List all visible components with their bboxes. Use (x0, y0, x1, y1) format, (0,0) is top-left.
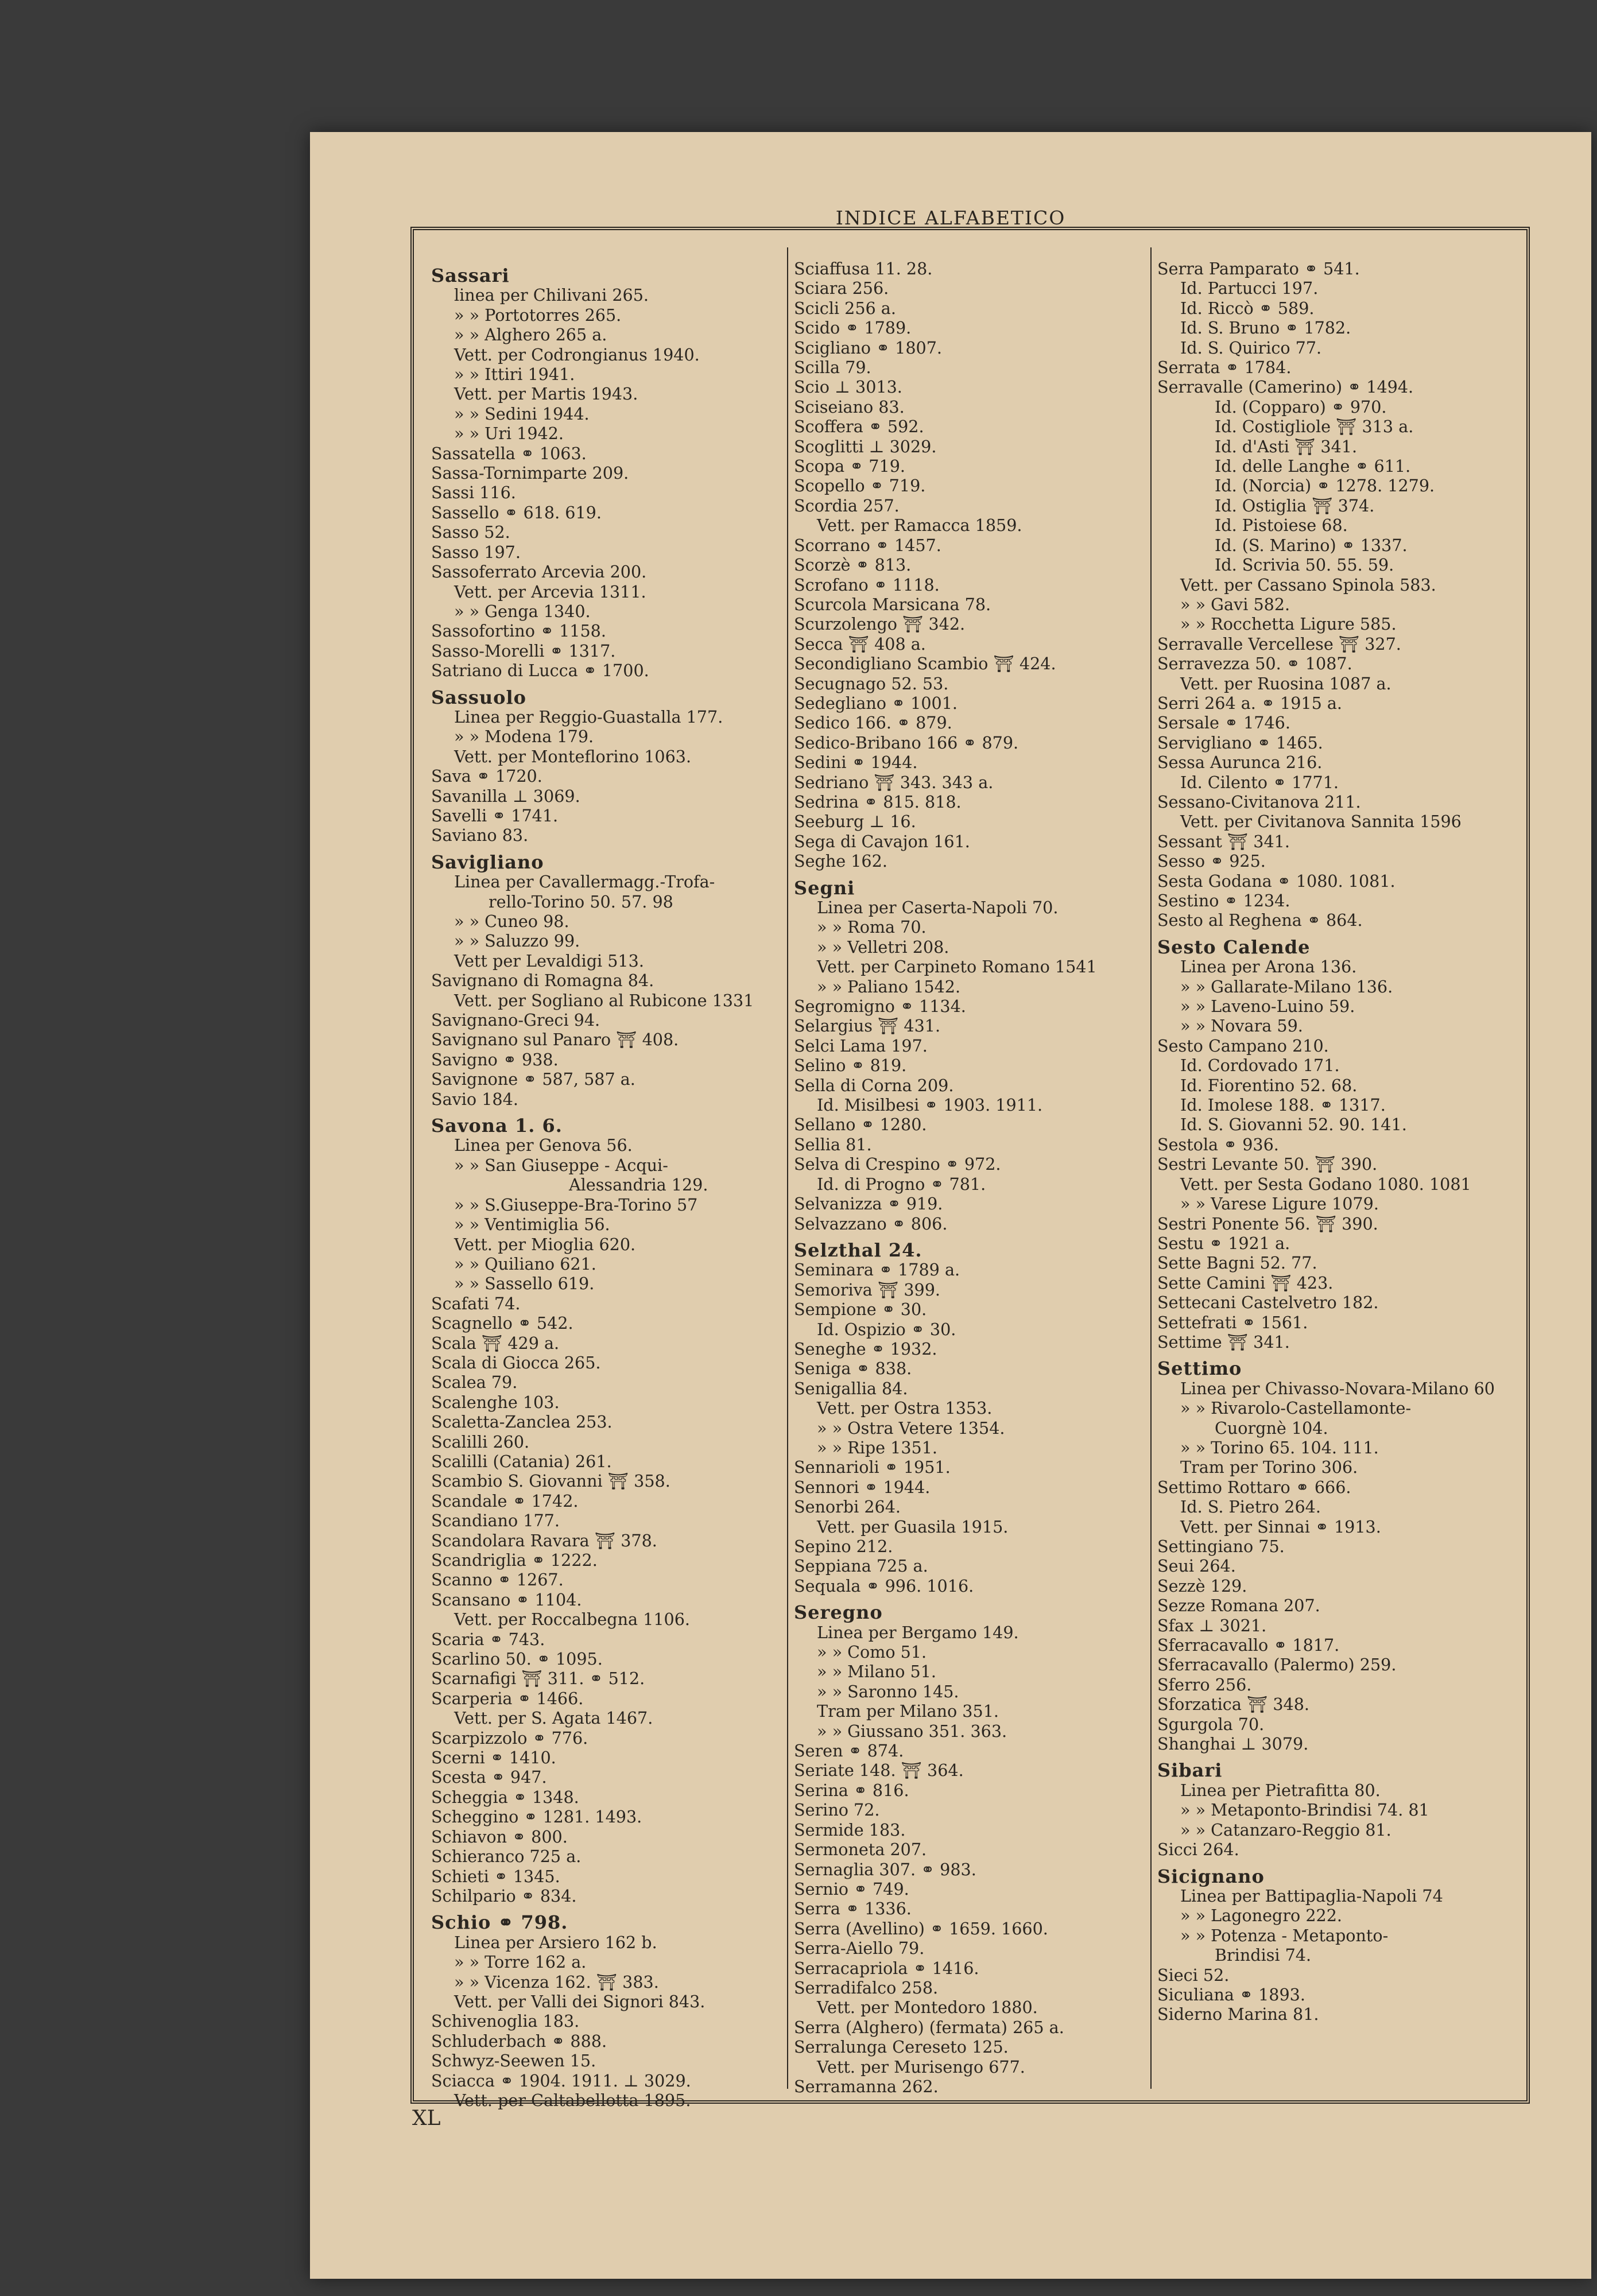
index-entry: Serra-Aiello 79. (794, 1938, 925, 1958)
index-entry: Scerni ⚭ 1410. (431, 1748, 556, 1768)
index-heading: Sassuolo (431, 686, 526, 708)
index-entry: Sava ⚭ 1720. (431, 766, 542, 786)
index-entry: » » Laveno-Luino 59. (1180, 996, 1355, 1017)
index-entry: Sesto al Reghena ⚭ 864. (1157, 910, 1363, 930)
index-entry: Linea per Genova 56. (454, 1135, 633, 1155)
index-entry: Scarperia ⚭ 1466. (431, 1688, 584, 1708)
index-entry: Id. Pistoiese 68. (1215, 515, 1348, 536)
index-entry: Sedico 166. ⚭ 879. (794, 713, 952, 733)
index-entry: » » Varese Ligure 1079. (1180, 1194, 1379, 1214)
index-entry: Shanghai ⊥ 3079. (1157, 1734, 1309, 1754)
index-entry: Secondigliano Scambio ⛩ 424. (794, 654, 1056, 674)
index-entry: Settefrati ⚭ 1561. (1157, 1312, 1308, 1332)
index-entry: Sferracavallo (Palermo) 259. (1157, 1655, 1397, 1675)
index-heading: Sassari (431, 265, 510, 286)
index-entry: Vett. per Martis 1943. (454, 384, 638, 404)
index-entry: Sassello ⚭ 618. 619. (431, 502, 602, 522)
index-entry: Sedrina ⚭ 815. 818. (794, 792, 962, 812)
index-heading: Seregno (794, 1601, 883, 1624)
index-entry: Savigno ⚭ 938. (431, 1049, 559, 1069)
index-entry: Settime ⛩ 341. (1157, 1332, 1290, 1352)
index-entry: » » Novara 59. (1180, 1016, 1303, 1036)
index-entry: Id. Scrivia 50. 55. 59. (1215, 555, 1394, 575)
index-entry: » » S.Giuseppe-Bra-Torino 57 (454, 1194, 698, 1215)
index-entry: Sempione ⚭ 30. (794, 1300, 927, 1320)
index-entry: » » Genga 1340. (454, 601, 591, 621)
index-entry: Sciacca ⚭ 1904. 1911. ⊥ 3029. (431, 2070, 691, 2091)
index-entry: Linea per Reggio-Guastalla 177. (454, 707, 723, 727)
index-entry: Id. Riccò ⚭ 589. (1180, 298, 1315, 318)
index-entry: Id. Fiorentino 52. 68. (1180, 1075, 1358, 1095)
index-entry: Scafati 74. (431, 1293, 521, 1313)
index-entry: Vett. per Ramacca 1859. (817, 515, 1022, 536)
index-entry: Sette Bagni 52. 77. (1157, 1253, 1317, 1273)
index-entry: Sellano ⚭ 1280. (794, 1115, 927, 1135)
index-entry: Scala di Giocca 265. (431, 1352, 601, 1372)
index-entry: Serralunga Cereseto 125. (794, 2037, 1009, 2057)
index-entry: Vett. per Guasila 1915. (817, 1517, 1009, 1537)
index-entry: Sennarioli ⚭ 1951. (794, 1457, 951, 1477)
index-heading: Segni (794, 876, 855, 899)
index-entry: » » Ripe 1351. (817, 1437, 938, 1457)
index-entry: Selvanizza ⚭ 919. (794, 1194, 943, 1214)
index-entry: Scambio S. Giovanni ⛩ 358. (431, 1471, 670, 1491)
index-entry: Id. delle Langhe ⚭ 611. (1215, 456, 1411, 476)
index-entry: » » Potenza - Metaponto- (1180, 1925, 1389, 1945)
index-entry: Sassoferrato Arcevia 200. (431, 562, 647, 582)
index-entry: Serrata ⚭ 1784. (1157, 358, 1292, 378)
index-entry: Linea per Cavallermagg.-Trofa- (454, 872, 715, 892)
index-entry: » » Ostra Vetere 1354. (817, 1418, 1005, 1438)
index-entry: » » Sedini 1944. (454, 404, 590, 424)
page-sheet (310, 132, 1591, 2279)
index-entry: Scilla 79. (794, 358, 871, 378)
index-entry: Sepino 212. (794, 1537, 893, 1556)
index-entry: Scandiano 177. (431, 1511, 560, 1531)
index-entry: Sernaglia 307. ⚭ 983. (794, 1859, 976, 1879)
index-entry: Sella di Corna 209. (794, 1075, 954, 1095)
index-entry: Id. (S. Marino) ⚭ 1337. (1215, 535, 1408, 555)
index-entry: Scaletta-Zanclea 253. (431, 1412, 613, 1432)
index-entry: » » Velletri 208. (817, 937, 949, 957)
index-entry: » » Gallarate-Milano 136. (1180, 976, 1393, 996)
index-entry: Scalenghe 103. (431, 1392, 560, 1412)
index-entry: Sermide 183. (794, 1820, 906, 1840)
index-entry: Sezze Romana 207. (1157, 1596, 1320, 1616)
index-entry: » » Uri 1942. (454, 424, 564, 444)
index-entry: Sferracavallo ⚭ 1817. (1157, 1635, 1340, 1655)
index-entry: Scurzolengo ⛩ 342. (794, 614, 966, 634)
index-entry: Savignano sul Panaro ⛩ 408. (431, 1030, 679, 1050)
index-entry: Sieci 52. (1157, 1965, 1230, 1985)
index-entry: Scheggino ⚭ 1281. 1493. (431, 1807, 642, 1827)
index-entry: Serravalle Vercellese ⛩ 327. (1157, 634, 1401, 654)
index-entry: Scoffera ⚭ 592. (794, 417, 924, 437)
index-entry: Scopello ⚭ 719. (794, 476, 926, 496)
index-entry: » » Paliano 1542. (817, 976, 961, 996)
index-entry: Vett. per S. Agata 1467. (454, 1708, 653, 1728)
index-entry: Selci Lama 197. (794, 1035, 928, 1056)
index-entry: Senigallia 84. (794, 1378, 908, 1398)
index-entry: Scrofano ⚭ 1118. (794, 575, 940, 595)
index-entry: Cuorgnè 104. (1215, 1418, 1328, 1438)
index-entry: Vett. per Civitanova Sannita 1596 (1180, 812, 1462, 832)
index-entry: Serina ⚭ 816. (794, 1780, 909, 1800)
index-entry: » » Modena 179. (454, 727, 594, 747)
page-title: INDICE ALFABETICO (835, 207, 1066, 229)
index-entry: Scala ⛩ 429 a. (431, 1333, 560, 1353)
index-entry: Sestu ⚭ 1921 a. (1157, 1233, 1290, 1253)
index-entry: » » Torino 65. 104. 111. (1180, 1437, 1379, 1457)
index-entry: Scandale ⚭ 1742. (431, 1491, 579, 1511)
index-entry: Vett. per Sesta Godano 1080. 1081 (1180, 1174, 1471, 1194)
index-entry: Seniga ⚭ 838. (794, 1359, 912, 1379)
index-entry: Selva di Crespino ⚭ 972. (794, 1154, 1001, 1174)
index-entry: Serino 72. (794, 1800, 880, 1820)
index-entry: » » Vicenza 162. ⛩ 383. (454, 1972, 659, 1992)
index-entry: Sega di Cavajon 161. (794, 831, 970, 851)
index-entry: Sasso-Morelli ⚭ 1317. (431, 641, 616, 661)
index-entry: Id. Ostiglia ⛩ 374. (1215, 495, 1375, 515)
index-entry: » » Catanzaro-Reggio 81. (1180, 1820, 1391, 1840)
index-entry: » » San Giuseppe - Acqui- (454, 1155, 668, 1175)
index-entry: Serracapriola ⚭ 1416. (794, 1958, 979, 1978)
index-entry: Schluderbach ⚭ 888. (431, 2031, 607, 2051)
index-entry: Serra (Avellino) ⚭ 1659. 1660. (794, 1918, 1048, 1938)
index-entry: Schwyz-Seewen 15. (431, 2051, 596, 2071)
index-entry: Seren ⚭ 874. (794, 1741, 904, 1761)
index-entry: » » Quiliano 621. (454, 1254, 596, 1274)
index-entry: » » Roma 70. (817, 917, 927, 937)
index-entry: Satriano di Lucca ⚭ 1700. (431, 661, 649, 681)
index-entry: Sezzè 129. (1157, 1576, 1247, 1596)
index-entry: Semoriva ⛩ 399. (794, 1279, 940, 1300)
index-entry: Vett. per Cassano Spinola 583. (1180, 575, 1436, 595)
index-entry: Scagnello ⚭ 542. (431, 1313, 573, 1333)
index-entry: Sennori ⚭ 1944. (794, 1477, 931, 1497)
index-entry: » » Lagonegro 222. (1180, 1906, 1343, 1926)
index-entry: Segromigno ⚭ 1134. (794, 996, 966, 1017)
index-entry: Schieranco 725 a. (431, 1847, 582, 1867)
index-entry: Sassi 116. (431, 483, 516, 503)
index-entry: Selargius ⛩ 431. (794, 1016, 941, 1036)
index-entry: » » Cuneo 98. (454, 912, 569, 931)
index-entry: Scarnafigi ⛩ 311. ⚭ 512. (431, 1669, 645, 1689)
index-column-2 (794, 259, 1147, 2096)
index-entry: Seppiana 725 a. (794, 1556, 928, 1576)
index-entry: Savignone ⚭ 587, 587 a. (431, 1069, 635, 1089)
index-entry: Seeburg ⊥ 16. (794, 812, 916, 832)
index-entry: Savignano-Greci 94. (431, 1010, 600, 1030)
index-entry: Scurcola Marsicana 78. (794, 594, 991, 614)
index-entry: Alessandria 129. (569, 1175, 708, 1195)
index-entry: » » Sassello 619. (454, 1274, 595, 1294)
index-entry: Vett. per Arcevia 1311. (454, 581, 646, 602)
index-entry: » » Metaponto-Brindisi 74. 81 (1180, 1800, 1429, 1820)
index-entry: Sedriano ⛩ 343. 343 a. (794, 772, 994, 792)
index-heading: Selzthal 24. (794, 1239, 922, 1261)
index-entry: Linea per Arona 136. (1180, 957, 1357, 977)
index-entry: Scaria ⚭ 743. (431, 1629, 545, 1649)
index-entry: » » Giussano 351. 363. (817, 1721, 1007, 1741)
index-entry: Scandolara Ravara ⛩ 378. (431, 1530, 657, 1550)
index-entry: Schilpario ⚭ 834. (431, 1886, 577, 1906)
index-entry: Sessa Aurunca 216. (1157, 753, 1323, 773)
index-entry: Siderno Marina 81. (1157, 2004, 1319, 2024)
index-entry: Scordia 257. (794, 495, 900, 515)
index-entry: Schiavon ⚭ 800. (431, 1826, 568, 1847)
index-entry: Linea per Bergamo 149. (817, 1622, 1019, 1642)
index-entry: Scandriglia ⚭ 1222. (431, 1550, 598, 1570)
index-entry: Sferro 256. (1157, 1674, 1252, 1694)
index-entry: Id. d'Asti ⛩ 341. (1215, 436, 1358, 456)
index-entry: Sequala ⚭ 996. 1016. (794, 1576, 974, 1596)
index-entry: Sciaffusa 11. 28. (794, 259, 933, 278)
index-entry: Tram per Milano 351. (817, 1701, 999, 1721)
index-entry: Linea per Caserta-Napoli 70. (817, 898, 1059, 917)
index-entry: Serra (Alghero) (fermata) 265 a. (794, 2017, 1064, 2037)
index-entry: » » Ventimiglia 56. (454, 1215, 610, 1235)
index-entry: Secugnago 52. 53. (794, 673, 949, 693)
index-entry: Sedico-Bribano 166 ⚭ 879. (794, 732, 1019, 753)
index-entry: Vett. per Murisengo 677. (817, 2057, 1025, 2077)
index-entry: Schieti ⚭ 1345. (431, 1866, 560, 1886)
index-entry: Serramanna 262. (794, 2076, 939, 2096)
index-entry: Selino ⚭ 819. (794, 1056, 907, 1076)
index-entry: Selvazzano ⚭ 806. (794, 1213, 948, 1234)
index-entry: » » Saronno 145. (817, 1681, 959, 1701)
index-entry: Vett. per Sinnai ⚭ 1913. (1180, 1517, 1381, 1537)
index-entry: Scido ⚭ 1789. (794, 318, 912, 338)
index-entry: » » Gavi 582. (1180, 594, 1290, 614)
index-heading: Savigliano (431, 851, 544, 873)
index-entry: Scheggia ⚭ 1348. (431, 1787, 579, 1807)
index-entry: Sestri Ponente 56. ⛩ 390. (1157, 1213, 1378, 1234)
index-column-1 (431, 259, 784, 2110)
index-entry: rello-Torino 50. 57. 98 (489, 891, 673, 912)
index-entry: » » Portotorres 265. (454, 305, 622, 325)
index-entry: Vett per Levaldigi 513. (454, 951, 644, 971)
index-entry: Sessant ⛩ 341. (1157, 831, 1290, 851)
index-entry: Sersale ⚭ 1746. (1157, 713, 1290, 733)
index-heading: Sibari (1157, 1759, 1223, 1782)
index-entry: Sasso 197. (431, 542, 521, 562)
index-entry: Scorrano ⚭ 1457. (794, 535, 941, 555)
index-entry: Sermoneta 207. (794, 1840, 927, 1860)
index-entry: Seriate 148. ⛩ 364. (794, 1760, 964, 1781)
index-entry: Id. (Norcia) ⚭ 1278. 1279. (1215, 476, 1435, 496)
index-heading: Sesto Calende (1157, 936, 1311, 958)
index-entry: Id. Misilbesi ⚭ 1903. 1911. (817, 1095, 1043, 1115)
index-column-3 (1157, 259, 1510, 2089)
index-entry: Scanno ⚭ 1267. (431, 1570, 564, 1590)
index-entry: Scalilli (Catania) 261. (431, 1451, 612, 1471)
index-entry: Sassa-Tornimparte 209. (431, 463, 629, 483)
index-entry: Vett. per Mioglia 620. (454, 1234, 636, 1254)
index-entry: Sedegliano ⚭ 1001. (794, 693, 958, 713)
index-entry: Sasso 52. (431, 522, 510, 542)
index-entry: Scalea 79. (431, 1372, 518, 1393)
index-entry: Schivenoglia 183. (431, 2011, 580, 2031)
index-entry: Tram per Torino 306. (1180, 1457, 1358, 1477)
index-entry: Scalilli 260. (431, 1432, 530, 1452)
index-entry: Seneghe ⚭ 1932. (794, 1339, 937, 1359)
index-heading: Schio ⚭ 798. (431, 1911, 568, 1934)
index-entry: » » Saluzzo 99. (454, 931, 580, 951)
index-entry: Sestri Levante 50. ⛩ 390. (1157, 1154, 1378, 1174)
index-entry: Savanilla ⊥ 3069. (431, 786, 580, 806)
index-entry: Vett. per Montedoro 1880. (817, 1998, 1038, 2018)
index-entry: Sette Camini ⛩ 423. (1157, 1273, 1334, 1293)
index-entry: Scesta ⚭ 947. (431, 1767, 547, 1787)
index-entry: Vett. per Ruosina 1087 a. (1180, 673, 1391, 693)
index-entry: Sesta Godana ⚭ 1080. 1081. (1157, 871, 1396, 891)
index-entry: Linea per Arsiero 162 b. (454, 1932, 657, 1952)
index-entry: Senorbi 264. (794, 1497, 901, 1517)
index-entry: Serri 264 a. ⚭ 1915 a. (1157, 693, 1343, 713)
index-entry: Id. Ospizio ⚭ 30. (817, 1319, 956, 1339)
index-entry: Linea per Battipaglia-Napoli 74 (1180, 1886, 1443, 1906)
index-entry: Serra ⚭ 1336. (794, 1899, 912, 1919)
index-entry: » » Milano 51. (817, 1662, 936, 1682)
index-entry: Sestola ⚭ 936. (1157, 1134, 1279, 1154)
index-entry: » » Rivarolo-Castellamonte- (1180, 1398, 1412, 1418)
index-entry: Savio 184. (431, 1089, 518, 1109)
index-entry: Id. S. Giovanni 52. 90. 141. (1180, 1115, 1407, 1135)
index-entry: Scio ⊥ 3013. (794, 377, 902, 397)
index-entry: Id. Cilento ⚭ 1771. (1180, 772, 1339, 792)
index-entry: Serradifalco 258. (794, 1977, 939, 1998)
index-entry: » » Alghero 265 a. (454, 325, 607, 345)
index-entry: Settimo Rottaro ⚭ 666. (1157, 1477, 1351, 1497)
index-entry: Id. S. Quirico 77. (1180, 338, 1322, 358)
index-entry: Sestino ⚭ 1234. (1157, 891, 1290, 910)
index-entry: Vett. per Monteflorino 1063. (454, 746, 692, 766)
index-entry: Serra Pamparato ⚭ 541. (1157, 259, 1360, 278)
index-entry: Sesso ⚭ 925. (1157, 851, 1266, 871)
index-entry: Id. (Copparo) ⚭ 970. (1215, 397, 1387, 417)
index-entry: Linea per Chivasso-Novara-Milano 60 (1180, 1378, 1495, 1398)
index-entry: Vett. per Valli dei Signori 843. (454, 1991, 706, 2011)
index-heading: Savona 1. 6. (431, 1115, 563, 1137)
index-entry: Sernio ⚭ 749. (794, 1879, 909, 1899)
index-entry: Scigliano ⚭ 1807. (794, 338, 943, 358)
index-entry: Secca ⛩ 408 a. (794, 634, 926, 654)
index-entry: Id. Cordovado 171. (1180, 1056, 1340, 1076)
index-entry: Scicli 256 a. (794, 298, 896, 318)
index-entry: Sassatella ⚭ 1063. (431, 443, 587, 463)
index-entry: Sassofortino ⚭ 1158. (431, 621, 606, 641)
index-entry: Id. di Progno ⚭ 781. (817, 1174, 986, 1194)
index-entry: Sedini ⚭ 1944. (794, 753, 918, 773)
index-entry: Scoglitti ⊥ 3029. (794, 436, 937, 456)
index-entry: linea per Chilivani 265. (454, 285, 649, 305)
index-entry: Vett. per Codrongianus 1940. (454, 344, 700, 364)
index-entry: Scansano ⚭ 1104. (431, 1589, 582, 1609)
index-entry: Sessano-Civitanova 211. (1157, 792, 1361, 812)
column-divider (787, 247, 788, 2089)
index-entry: Siculiana ⚭ 1893. (1157, 1984, 1305, 2004)
index-frame (410, 227, 1530, 2110)
index-entry: Seghe 162. (794, 851, 887, 871)
index-entry: Seminara ⚭ 1789 a. (794, 1260, 960, 1280)
index-heading: Settimo (1157, 1358, 1242, 1380)
index-entry: » » Como 51. (817, 1642, 927, 1662)
index-entry: Vett. per Roccalbegna 1106. (454, 1609, 690, 1630)
index-entry: Sellia 81. (794, 1134, 872, 1154)
index-entry: Linea per Pietrafitta 80. (1180, 1780, 1381, 1800)
index-entry: Serravalle (Camerino) ⚭ 1494. (1157, 377, 1414, 397)
index-entry: Sesto Campano 210. (1157, 1035, 1329, 1056)
index-entry: » » Torre 162 a. (454, 1952, 587, 1972)
column-divider (1150, 247, 1152, 2089)
index-entry: Saviano 83. (431, 825, 529, 846)
index-entry: Brindisi 74. (1215, 1945, 1312, 1965)
index-entry: Scorzè ⚭ 813. (794, 555, 912, 575)
index-entry: Sforzatica ⛩ 348. (1157, 1694, 1310, 1715)
index-entry: Sciara 256. (794, 278, 889, 298)
index-entry: Id. S. Pietro 264. (1180, 1497, 1321, 1517)
index-entry: Vett. per Carpineto Romano 1541 (817, 957, 1097, 977)
index-entry: Savignano di Romagna 84. (431, 971, 654, 991)
index-entry: Vett. per Caltabellotta 1895. (454, 2090, 691, 2110)
index-entry: Id. Imolese 188. ⚭ 1317. (1180, 1095, 1386, 1115)
index-entry: Seui 264. (1157, 1556, 1236, 1576)
index-entry: Id. S. Bruno ⚭ 1782. (1180, 318, 1351, 338)
index-entry: » » Rocchetta Ligure 585. (1180, 614, 1397, 634)
index-entry: Id. Costigliole ⛩ 313 a. (1215, 417, 1414, 437)
index-heading: Sicignano (1157, 1865, 1265, 1887)
index-entry: Scarlino 50. ⚭ 1095. (431, 1649, 603, 1669)
index-entry: Vett. per Ostra 1353. (817, 1398, 993, 1418)
index-entry: Servigliano ⚭ 1465. (1157, 732, 1323, 753)
page-number: XL (412, 2107, 441, 2130)
index-entry: Serravezza 50. ⚭ 1087. (1157, 654, 1352, 674)
index-entry: Scopa ⚭ 719. (794, 456, 905, 476)
index-entry: Sgurgola 70. (1157, 1714, 1265, 1734)
index-entry: Sicci 264. (1157, 1840, 1239, 1860)
index-entry: Vett. per Sogliano al Rubicone 1331 (454, 990, 754, 1010)
index-entry: Id. Partucci 197. (1180, 278, 1319, 298)
index-entry: » » Ittiri 1941. (454, 364, 575, 385)
index-entry: Settingiano 75. (1157, 1537, 1285, 1556)
index-entry: Sfax ⊥ 3021. (1157, 1615, 1267, 1635)
index-entry: Savelli ⚭ 1741. (431, 805, 559, 825)
index-entry: Sciseiano 83. (794, 397, 905, 417)
index-entry: Scarpizzolo ⚭ 776. (431, 1728, 588, 1748)
index-entry: Settecani Castelvetro 182. (1157, 1293, 1379, 1313)
